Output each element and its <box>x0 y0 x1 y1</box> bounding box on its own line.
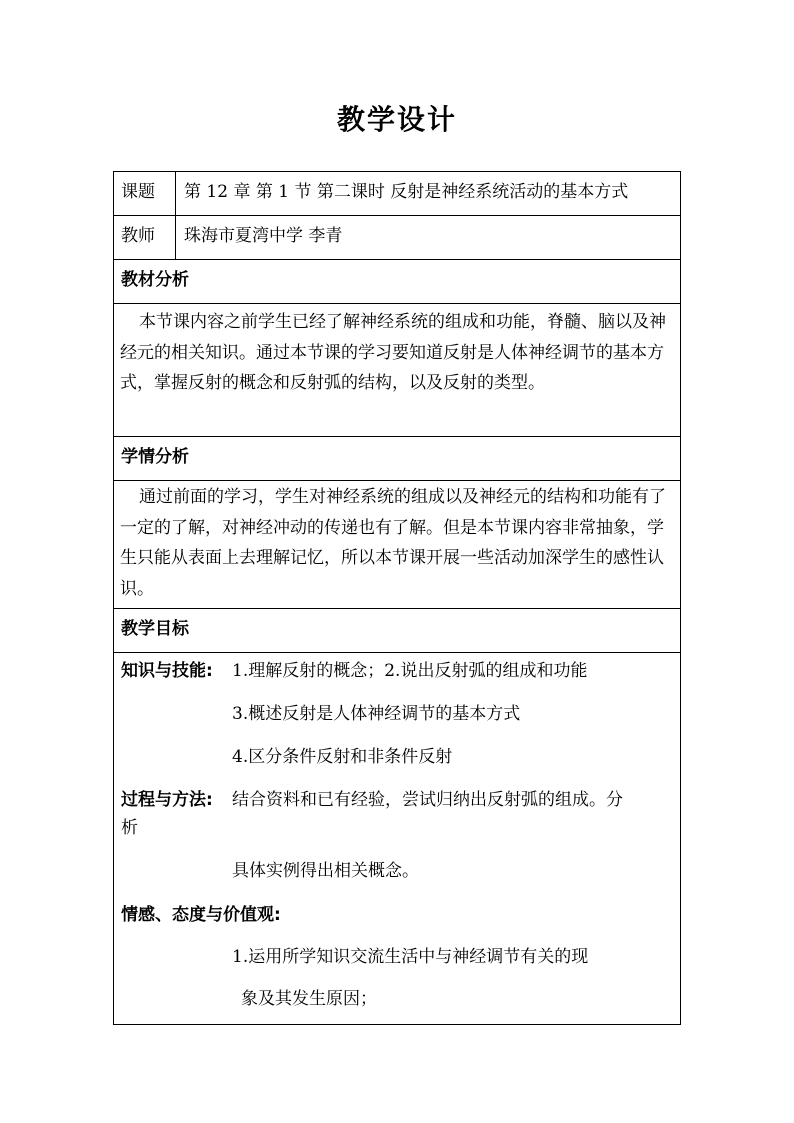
learner-analysis-heading: 学情分析 <box>121 447 189 467</box>
row-divider <box>114 259 680 260</box>
emotion-attitude-values-label: 情感、态度与价值观: <box>121 905 281 925</box>
row-divider <box>114 480 680 481</box>
knowledge-item: 3.概述反射是人体神经调节的基本方式 <box>232 704 521 724</box>
lesson-plan-table <box>113 171 681 1025</box>
process-method-text: 具体实例得出相关概念。 <box>232 861 419 881</box>
row-divider <box>114 608 680 609</box>
objectives-heading: 教学目标 <box>121 619 189 639</box>
emotion-item: 象及其发生原因； <box>241 989 377 1009</box>
material-analysis-text: 本节课内容之前学生已经了解神经系统的组成和功能，脊髓、脑以及神经元的相关知识。通过本节课的学习要知道反射是人体神经调节的基本方式，掌握反射的概念和反射弧的结构，以及反射的类型。 <box>120 312 666 393</box>
emotion-item: 1.运用所学知识交流生活中与神经调节有关的现 <box>232 947 589 967</box>
material-analysis-heading: 教材分析 <box>121 270 189 290</box>
teacher-value: 珠海市夏湾中学 李青 <box>184 226 343 246</box>
process-method-text: 结合资料和已有经验，尝试归纳出反射弧的组成。分 <box>232 790 623 810</box>
document-title: 教学设计 <box>336 103 457 136</box>
topic-label: 课题 <box>121 182 155 202</box>
learner-analysis-text: 通过前面的学习，学生对神经系统的组成以及神经元的结构和功能有了一定的了解，对神经冲动的传递也有了解。但是本节课内容非常抽象，学生只能从表面上去理解记忆，所以本节课开展一些活动加深学生的感性认识。 <box>120 487 666 599</box>
topic-value: 第 12 章 第 1 节 第二课时 反射是神经系统活动的基本方式 <box>184 182 629 202</box>
row-divider <box>114 436 680 437</box>
knowledge-skills-label: 知识与技能: <box>121 661 213 681</box>
knowledge-item: 1.理解反射的概念；2.说出反射弧的组成和功能 <box>232 661 588 681</box>
process-method-label: 过程与方法: <box>121 790 213 810</box>
row-divider <box>114 215 680 216</box>
process-method-text: 析 <box>121 818 138 838</box>
knowledge-item: 4.区分条件反射和非条件反射 <box>232 747 453 767</box>
teacher-label: 教师 <box>121 226 155 246</box>
row-divider <box>114 652 680 653</box>
row-divider <box>114 303 680 304</box>
